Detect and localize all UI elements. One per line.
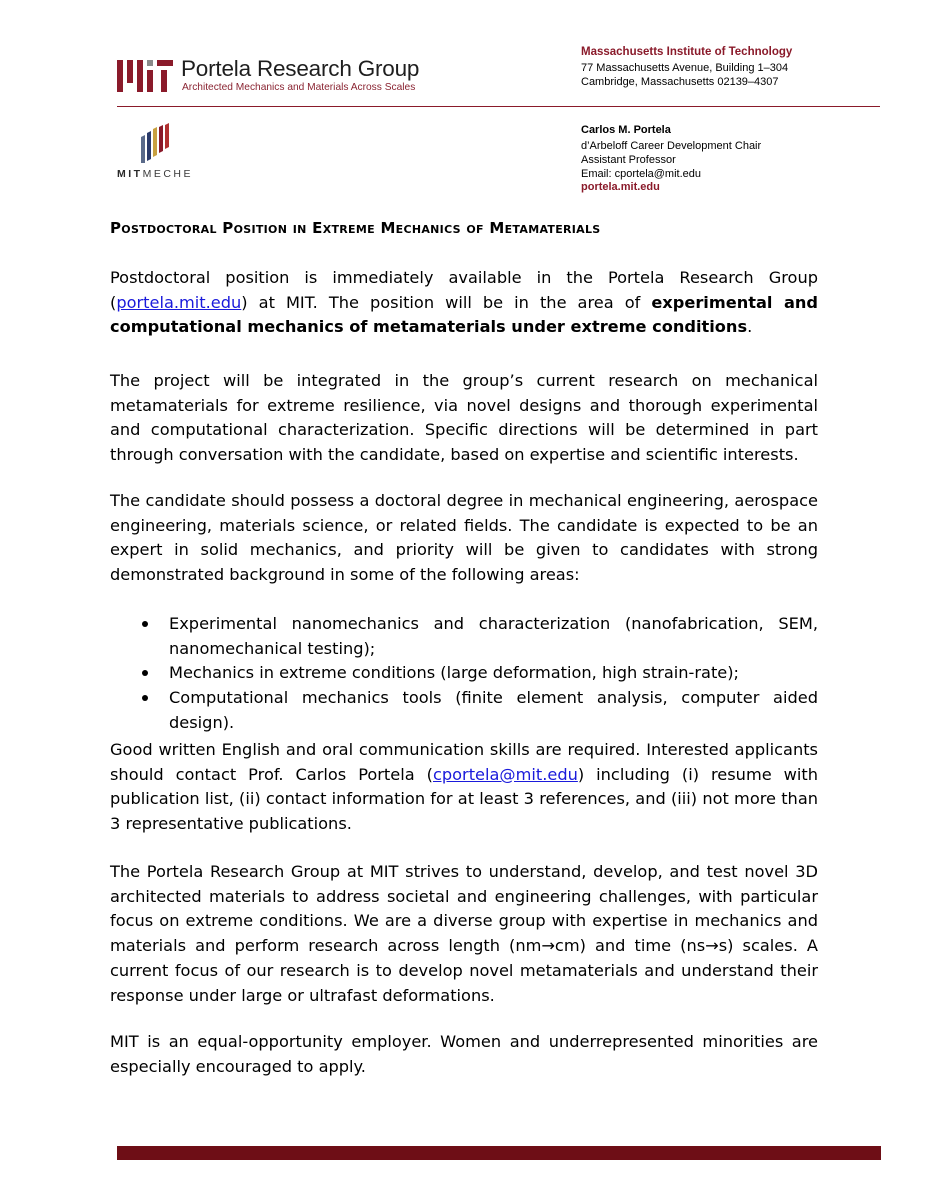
contact-website-link[interactable]: portela.mit.edu	[581, 181, 660, 193]
list-item: Experimental nanomechanics and characterization (nanofabrication, SEM, nanomechanical testing);	[140, 612, 818, 661]
mit-logo-icon	[117, 60, 173, 92]
brand-subtitle: Architected Mechanics and Materials Across Scales	[182, 82, 416, 93]
address-line-1: 77 Massachusetts Avenue, Building 1–304	[581, 62, 789, 74]
paragraph-equal-opportunity: MIT is an equal-opportunity employer. Women and underrepresented minorities are especially encouraged to apply.	[110, 1032, 818, 1076]
contact-name: Carlos M. Portela	[581, 124, 671, 136]
mit-meche-logo-text: MITMECHE	[117, 168, 193, 180]
requirements-list	[140, 612, 818, 736]
paragraph-group-description: The Portela Research Group at MIT strives to understand, develop, and test novel 3D architected materials to address societal and engineering challenges, with particular focus on extreme conditions. We are a diverse group with expertise in mechanics and materials and perform research across length (nm→cm) and time (ns→s) scales. A current focus of our research is to develop novel metamaterials and understand their response under large or ultrafast deformations.	[110, 862, 818, 1005]
paragraph-candidate: The candidate should possess a doctoral degree in mechanical engineering, aerospace engineering, materials science, or related fields. The candidate is expected to be an expert in solid mechanics, and priority will be given to candidates with strong demonstrated background in some of the following areas:	[110, 491, 818, 585]
website-link[interactable]: portela.mit.edu	[116, 292, 242, 312]
contact-title: Assistant Professor	[581, 154, 676, 166]
mit-meche-logo-icon	[141, 123, 173, 163]
institution-name: Massachusetts Institute of Technology	[581, 46, 793, 58]
list-item: Computational mechanics tools (finite element analysis, computer aided design).	[140, 686, 818, 735]
paragraph-project: The project will be integrated in the group’s current research on mechanical metamaterials for extreme resilience, via novel designs and thorough experimental and computational characterization. Specific directions will be determined in part through conversation with the candidate, based on expertise and scientific interests.	[110, 371, 818, 465]
contact-email: Email: cportela@mit.edu	[581, 168, 701, 180]
contact-chair: d’Arbeloff Career Development Chair	[581, 140, 762, 152]
list-item: Mechanics in extreme conditions (large deformation, high strain-rate);	[140, 661, 818, 686]
address-line-2: Cambridge, Massachusetts 02139–4307	[581, 76, 779, 88]
footer-bar	[117, 1146, 881, 1160]
paragraph-intro: Postdoctoral position is immediately available in the Portela Research Group (portela.mit.edu) at MIT. The position will be in the area of experimental and computational mechanics of metamaterials under extreme conditions.	[110, 268, 818, 337]
document-title: Postdoctoral Position in Extreme Mechanics of Metamaterials	[110, 219, 601, 237]
header-divider	[117, 106, 880, 107]
paragraph-application: Good written English and oral communication skills are required. Interested applicants should contact Prof. Carlos Portela (cportela@mit.edu) including (i) resume with publication list, (ii) contact information for at least 3 references, and (iii) not more than 3 representative publications.	[110, 740, 818, 834]
email-link[interactable]: cportela@mit.edu	[432, 764, 578, 784]
brand-title: Portela Research Group	[181, 56, 420, 81]
